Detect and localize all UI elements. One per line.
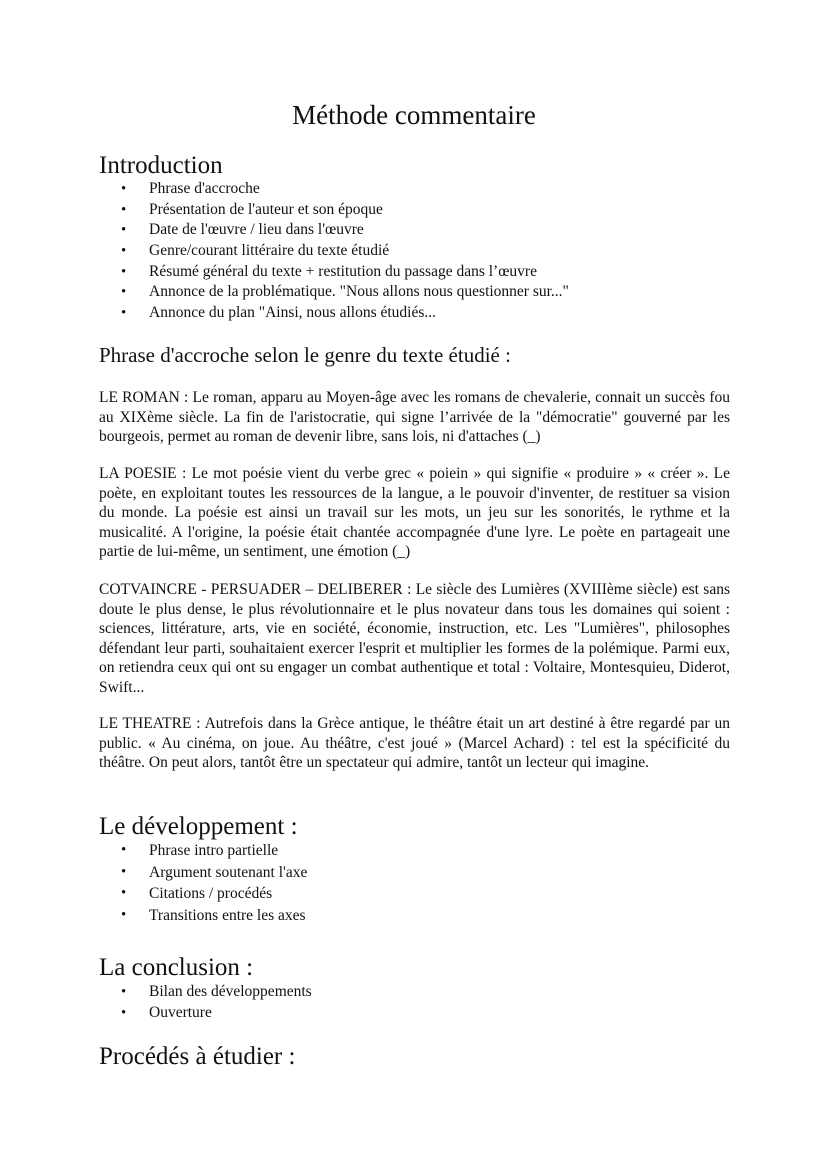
procedes-heading: Procédés à étudier : — [99, 1043, 296, 1070]
developpement-list — [99, 840, 307, 927]
list-item: • Argument soutenant l'axe — [99, 862, 307, 884]
conclusion-heading: La conclusion : — [99, 954, 254, 981]
list-item: • Ouverture — [99, 1003, 312, 1024]
list-item: • Transitions entre les axes — [99, 905, 307, 927]
introduction-heading: Introduction — [99, 152, 223, 179]
list-item: • Résumé général du texte + restitution du passage dans l’œuvre — [99, 262, 569, 283]
conclusion-list — [99, 982, 312, 1023]
theatre-paragraph: LE THEATRE : Autrefois dans la Grèce antique, le théâtre était un art destiné à être regardé par un public. « Au cinéma, on joue. Au théâtre, c'est joué » (Marcel Achard) : tel est la spécificité du théâtre. On peut alors, tantôt être un spectateur qui admire, tantôt un lecteur qui imagine. — [99, 715, 730, 772]
list-item: • Bilan des développements — [99, 982, 312, 1003]
list-item: • Genre/courant littéraire du texte étudié — [99, 241, 569, 262]
list-item: • Date de l'œuvre / lieu dans l'œuvre — [99, 220, 569, 241]
list-item: • Annonce de la problématique. "Nous allons nous questionner sur..." — [99, 282, 569, 303]
developpement-heading: Le développement : — [99, 813, 298, 840]
list-item: • Citations / procédés — [99, 883, 307, 905]
poesie-paragraph: LA POESIE : Le mot poésie vient du verbe grec « poiein » qui signifie « produire » « créer ». Le poète, en exploitant toutes les ressources de la langue, a le pouvoir d'inventer, de restituer sa vision du monde. La poésie est ainsi un travail sur les mots, un jeu sur les sonorités, le rythme et la musicalité. A l'origine, la poésie était chantée accompagnée d'une lyre. Le poète en partageait une partie de lui-même, un sentiment, une émotion (_) — [99, 465, 730, 561]
list-item: • Phrase intro partielle — [99, 840, 307, 862]
list-item: • Annonce du plan "Ainsi, nous allons étudiés... — [99, 303, 569, 324]
document-title: Méthode commentaire — [292, 100, 536, 130]
introduction-list — [99, 179, 569, 324]
roman-paragraph: LE ROMAN : Le roman, apparu au Moyen-âge avec les romans de chevalerie, connait un succès fou au XIXème siècle. La fin de l'aristocratie, qui signe l’arrivée de la "démocratie" gouverné par les bourgeois, permet au roman de devenir libre, sans lois, ni d'attaches (_) — [99, 389, 730, 446]
accroche-heading: Phrase d'accroche selon le genre du texte étudié : — [99, 343, 511, 367]
list-item: • Présentation de l'auteur et son époque — [99, 200, 569, 221]
convaincre-paragraph: COTVAINCRE - PERSUADER – DELIBERER : Le siècle des Lumières (XVIIIème siècle) est sans doute le plus dense, le plus révolutionnaire et le plus novateur dans tous les domaines qui soient : sciences, littérature, arts, vie en société, économie, instruction, etc. Les "Lumières", philosophes défendant leur parti, souhaitaient exercer l'esprit et multiplier les formes de la polémique. Parmi eux, on retiendra ceux qui ont su engager un combat authentique et total : Voltaire, Montesquieu, Diderot, Swift... — [99, 581, 730, 696]
list-item: • Phrase d'accroche — [99, 179, 569, 200]
